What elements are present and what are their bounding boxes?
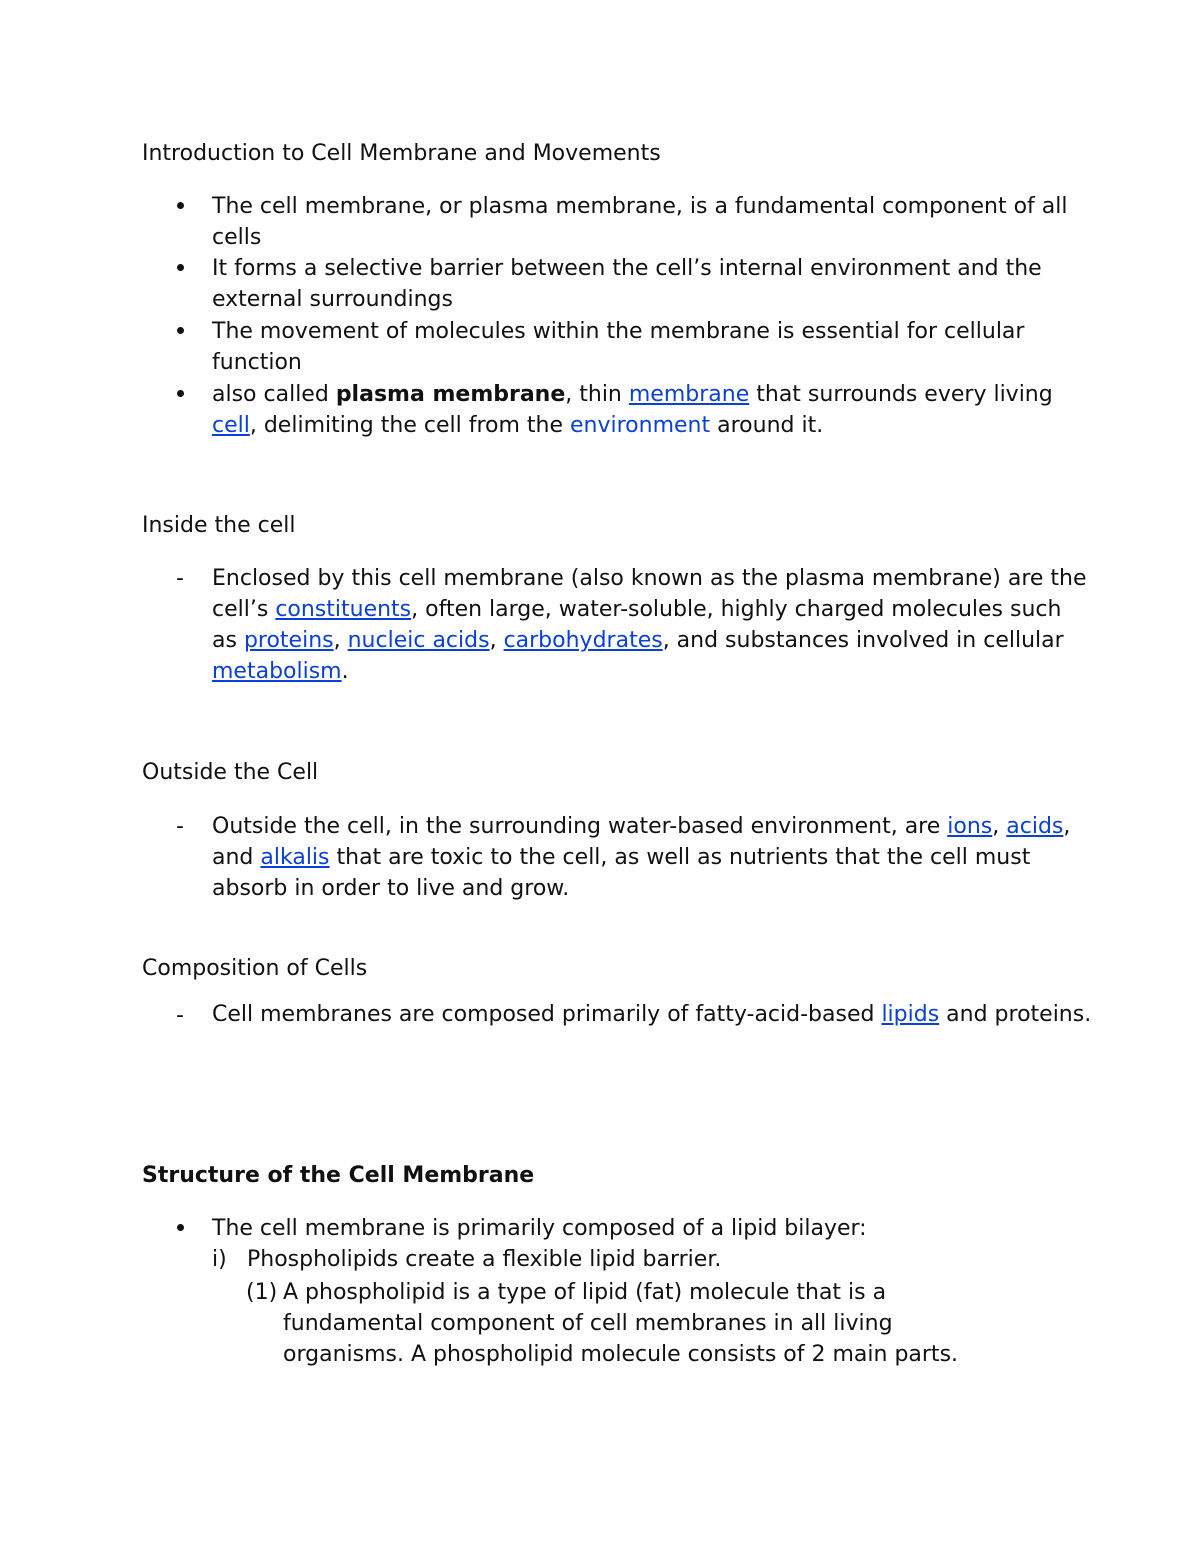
bullet-icon [170,316,190,347]
text: Cell membranes are composed primarily of fatty-acid-based [212,1002,882,1027]
bullet-icon [170,379,190,410]
cell-link[interactable]: cell [212,413,250,438]
constituents-link[interactable]: constituents [275,597,412,622]
dash-marker: - [176,1003,184,1028]
text: , [489,628,504,653]
bullet-icon [170,253,190,284]
inside-heading: Inside the cell [142,513,296,538]
roman-numeral-marker: i) [212,1247,227,1272]
numbered-marker: (1) [246,1280,278,1305]
text: and proteins. [939,1002,1092,1027]
dash-marker: - [176,566,184,591]
composition-item [212,1000,1092,1029]
carbohydrates-link[interactable]: carbohydrates [503,628,663,653]
intro-bullet-2: It forms a selective barrier between the cell’s internal environment and the external surroundings [212,256,1042,312]
dash-marker: - [176,814,184,839]
membrane-link[interactable]: membrane [628,382,750,407]
bold-term: plasma membrane [335,382,566,407]
text: , [333,628,348,653]
structure-subsub-line-1: A phospholipid is a type of lipid (fat) molecule that is a [283,1280,887,1305]
structure-bullet: The cell membrane is primarily composed of a lipid bilayer: [212,1216,867,1241]
text: that surrounds every living [749,382,1053,407]
text: that are toxic to the cell, as well as nutrients that the cell must absorb in order to live and grow. [212,845,1031,901]
structure-heading: Structure of the Cell Membrane [142,1163,535,1188]
inside-item [212,563,1092,687]
text: , and substances involved in cellular [662,628,1064,653]
ions-link[interactable]: ions [947,814,993,839]
intro-bullet-3: The movement of molecules within the membrane is essential for cellular function [212,319,1025,375]
bullet-icon [170,191,190,222]
text: , [992,814,1007,839]
nucleic-acids-link[interactable]: nucleic acids [347,628,490,653]
structure-subsub-rest: fundamental component of cell membranes in all living organisms. A phospholipid molecule consists of 2 main parts. [283,1311,959,1367]
structure-sub-item: Phospholipids create a flexible lipid barrier. [247,1247,722,1272]
outside-item [212,811,1092,904]
bullet-icon [170,1213,190,1244]
text: around it. [710,413,824,438]
text: , often large, water-soluble, highly charged molecules such as [212,597,1062,653]
text: , and [212,814,1071,870]
environment-link[interactable]: environment [570,413,711,438]
lipids-link[interactable]: lipids [881,1002,940,1027]
intro-bullet-4 [212,379,1092,441]
proteins-link[interactable]: proteins [243,628,334,653]
acids-link[interactable]: acids [1006,814,1064,839]
outside-heading: Outside the Cell [142,760,319,785]
composition-heading: Composition of Cells [142,956,368,981]
text: also called [212,382,336,407]
text: , thin [565,382,629,407]
text: Enclosed by this cell membrane (also known as the plasma membrane) are the cell’s [212,566,1087,622]
text: Outside the cell, in the surrounding water-based environment, are [212,814,948,839]
intro-bullet-1: The cell membrane, or plasma membrane, is a fundamental component of all cells [212,194,1068,250]
text: . [341,659,349,684]
text: , delimiting the cell from the [249,413,570,438]
metabolism-link[interactable]: metabolism [212,659,342,684]
alkalis-link[interactable]: alkalis [260,845,330,870]
intro-heading: Introduction to Cell Membrane and Movements [142,141,661,166]
